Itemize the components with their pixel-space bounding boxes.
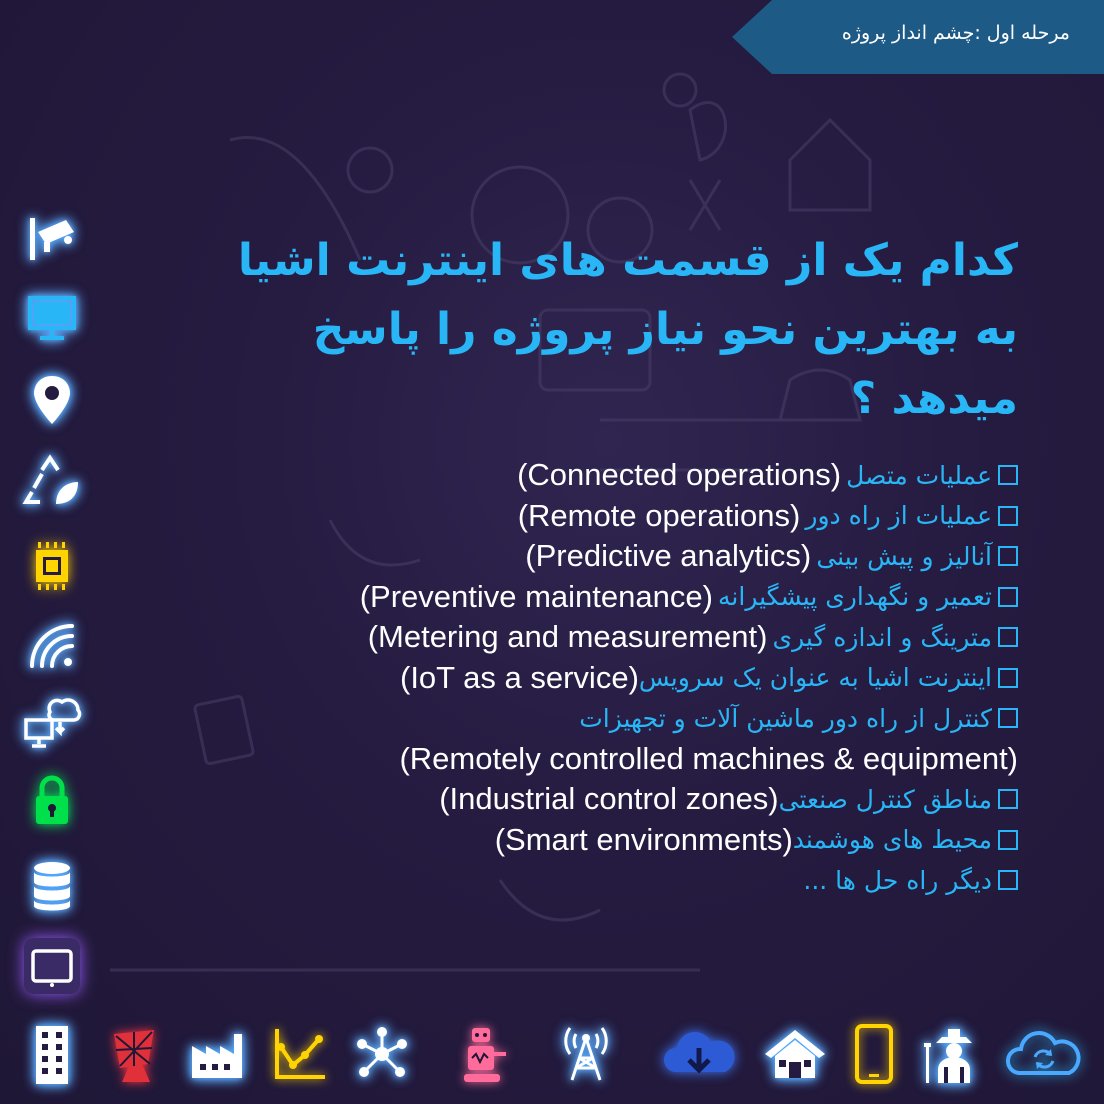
option-label-fa: کنترل از راه دور ماشین آلات و تجهیزات [579,703,992,733]
checkbox[interactable] [998,668,1018,688]
checkbox[interactable] [998,465,1018,485]
checkbox[interactable] [998,830,1018,850]
monitor-icon [22,288,82,348]
farmer-icon [922,1022,986,1086]
network-nodes-icon [350,1022,414,1086]
option-label-en: (Connected operations) [517,457,842,493]
checkbox[interactable] [998,789,1018,809]
option-label-fa: اینترنت اشیا به عنوان یک سرویس [638,663,992,693]
option-label-fa: محیط های هوشمند [792,825,992,855]
option-label-fa: عملیات متصل [846,460,992,490]
cloud-devices-icon [22,690,82,750]
option-item [118,820,1018,861]
microchip-icon [22,536,82,596]
antenna-tower-icon [554,1022,618,1086]
option-label-en: (Industrial control zones) [439,781,779,817]
question-title [138,226,1018,433]
option-item [118,860,1018,901]
option-label-en: (Remotely controlled machines & equipment) [399,740,1018,776]
line-chart-icon [268,1022,332,1086]
option-label-fa: عملیات از راه دور [805,501,992,531]
option-label-en: (Metering and measurement) [367,619,768,655]
satellite-dish-icon [104,1022,168,1086]
wifi-signal-icon [22,616,82,676]
checkbox[interactable] [998,587,1018,607]
option-label-fa: دیگر راه حل ها ... [803,865,992,895]
checkbox[interactable] [998,708,1018,728]
question-line: به بهترین نحو نیاز پروژه را پاسخ [312,304,1018,355]
checkbox[interactable] [998,627,1018,647]
checkbox[interactable] [998,870,1018,890]
option-item [118,658,1018,699]
robot-icon [452,1022,516,1086]
option-item [118,617,1018,658]
option-label-en: (Preventive maintenance) [359,578,713,614]
security-camera-icon [22,208,82,268]
option-item [118,779,1018,820]
option-continuation [118,739,1018,780]
options-list [118,455,1018,901]
factory-icon [186,1022,250,1086]
smartphone-icon [842,1022,906,1086]
checkbox[interactable] [998,506,1018,526]
option-label-fa: مترینگ و اندازه گیری [772,622,992,652]
stage-label: مرحله اول :چشم انداز پروژه [841,22,1070,44]
location-pin-icon [22,370,82,430]
cloud-sync-icon [1004,1022,1084,1086]
stage-tag [732,0,1104,74]
option-label-en: (Smart environments) [494,821,793,857]
cloud-download-icon [660,1022,738,1086]
option-item [118,577,1018,618]
option-item [118,536,1018,577]
building-icon [20,1022,84,1086]
option-item [118,455,1018,496]
option-item [118,698,1018,739]
question-line: میدهد ؟ [850,373,1018,424]
padlock-icon [22,770,82,830]
option-label-en: (IoT as a service) [400,659,639,695]
house-icon [762,1022,828,1086]
option-label-fa: مناطق کنترل صنعتی [778,784,992,814]
recycle-leaf-icon [22,452,82,512]
question-line: کدام یک از قسمت های اینترنت اشیا [237,235,1018,286]
option-label-fa: آنالیز و پیش بینی [816,541,992,571]
database-icon [22,856,82,916]
checkbox[interactable] [998,546,1018,566]
tablet-icon [22,936,82,996]
option-label-en: (Remote operations) [517,497,801,533]
option-label-en: (Predictive analytics) [525,538,812,574]
option-label-fa: تعمیر و نگهداری پیشگیرانه [718,582,992,612]
option-item [118,496,1018,537]
